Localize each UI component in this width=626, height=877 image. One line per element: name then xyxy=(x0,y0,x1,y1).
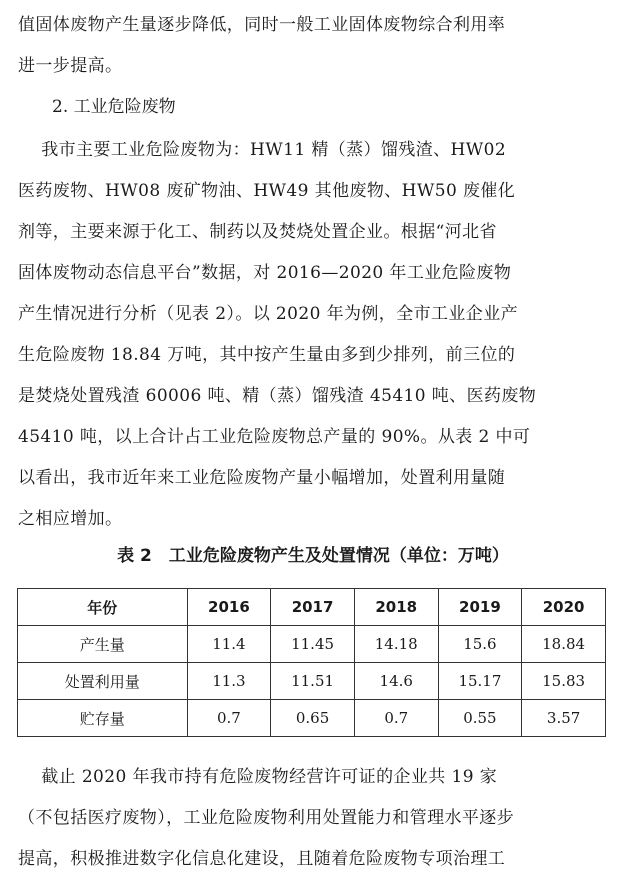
table-cell: 0.65 xyxy=(271,700,355,737)
table-row-label: 产生量 xyxy=(18,626,188,663)
main-line-4: 固体废物动态信息平台”数据，对 2016—2020 年工业危险废物 xyxy=(18,263,512,283)
table-row xyxy=(18,626,606,663)
main-line-9: 以看出，我市近年来工业危险废物产量小幅增加，处置利用量随 xyxy=(18,468,506,488)
table-cell: 14.18 xyxy=(354,626,438,663)
table-cell: 3.57 xyxy=(522,700,606,737)
table-header-cell: 2018 xyxy=(354,589,438,626)
table-row-label: 处置利用量 xyxy=(18,663,188,700)
table-cell: 0.7 xyxy=(354,700,438,737)
table-row xyxy=(18,663,606,700)
table-caption: 表 2 工业危险废物产生及处置情况（单位：万吨） xyxy=(117,546,509,566)
table-cell: 0.7 xyxy=(187,700,271,737)
table-cell: 18.84 xyxy=(522,626,606,663)
main-line-6: 生危险废物 18.84 万吨，其中按产生量由多到少排列，前三位的 xyxy=(18,345,516,365)
main-line-2: 医药废物、HW08 废矿物油、HW49 其他废物、HW50 废催化 xyxy=(18,181,516,201)
table-cell: 0.55 xyxy=(438,700,522,737)
table-cell: 15.17 xyxy=(438,663,522,700)
end-line-3: 提高，积极推进数字化信息化建设，且随着危险废物专项治理工 xyxy=(18,849,506,869)
intro-line-1: 值固体废物产生量逐步降低，同时一般工业固体废物综合利用率 xyxy=(18,15,506,35)
intro-line-2: 进一步提高。 xyxy=(18,56,123,76)
table-header-cell: 2020 xyxy=(522,589,606,626)
main-line-5: 产生情况进行分析（见表 2）。以 2020 年为例，全市工业企业产 xyxy=(18,304,518,324)
section-heading: 2. 工业危险废物 xyxy=(52,97,176,117)
table-header-cell: 2019 xyxy=(438,589,522,626)
table-cell: 11.51 xyxy=(271,663,355,700)
table-cell: 11.4 xyxy=(187,626,271,663)
main-line-10: 之相应增加。 xyxy=(18,509,123,529)
table-header-cell: 年份 xyxy=(18,589,188,626)
table-row xyxy=(18,700,606,737)
table-cell: 15.6 xyxy=(438,626,522,663)
table-header-row xyxy=(18,589,606,626)
table-row-label: 贮存量 xyxy=(18,700,188,737)
main-line-3: 剂等，主要来源于化工、制药以及焚烧处置企业。根据“河北省 xyxy=(18,222,497,242)
table-cell: 15.83 xyxy=(522,663,606,700)
end-line-2: （不包括医疗废物），工业危险废物利用处置能力和管理水平逐步 xyxy=(18,808,515,828)
table-header-cell: 2017 xyxy=(271,589,355,626)
end-line-1: 截止 2020 年我市持有危险废物经营许可证的企业共 19 家 xyxy=(18,767,498,787)
table-cell: 14.6 xyxy=(354,663,438,700)
table-header-cell: 2016 xyxy=(187,589,271,626)
table-cell: 11.3 xyxy=(187,663,271,700)
waste-table xyxy=(17,588,606,737)
main-line-1: 我市主要工业危险废物为：HW11 精（蒸）馏残渣、HW02 xyxy=(18,140,507,160)
table-cell: 11.45 xyxy=(271,626,355,663)
main-line-7: 是焚烧处置残渣 60006 吨、精（蒸）馏残渣 45410 吨、医药废物 xyxy=(18,386,537,406)
main-line-8: 45410 吨，以上合计占工业危险废物总产量的 90%。从表 2 中可 xyxy=(18,427,531,447)
